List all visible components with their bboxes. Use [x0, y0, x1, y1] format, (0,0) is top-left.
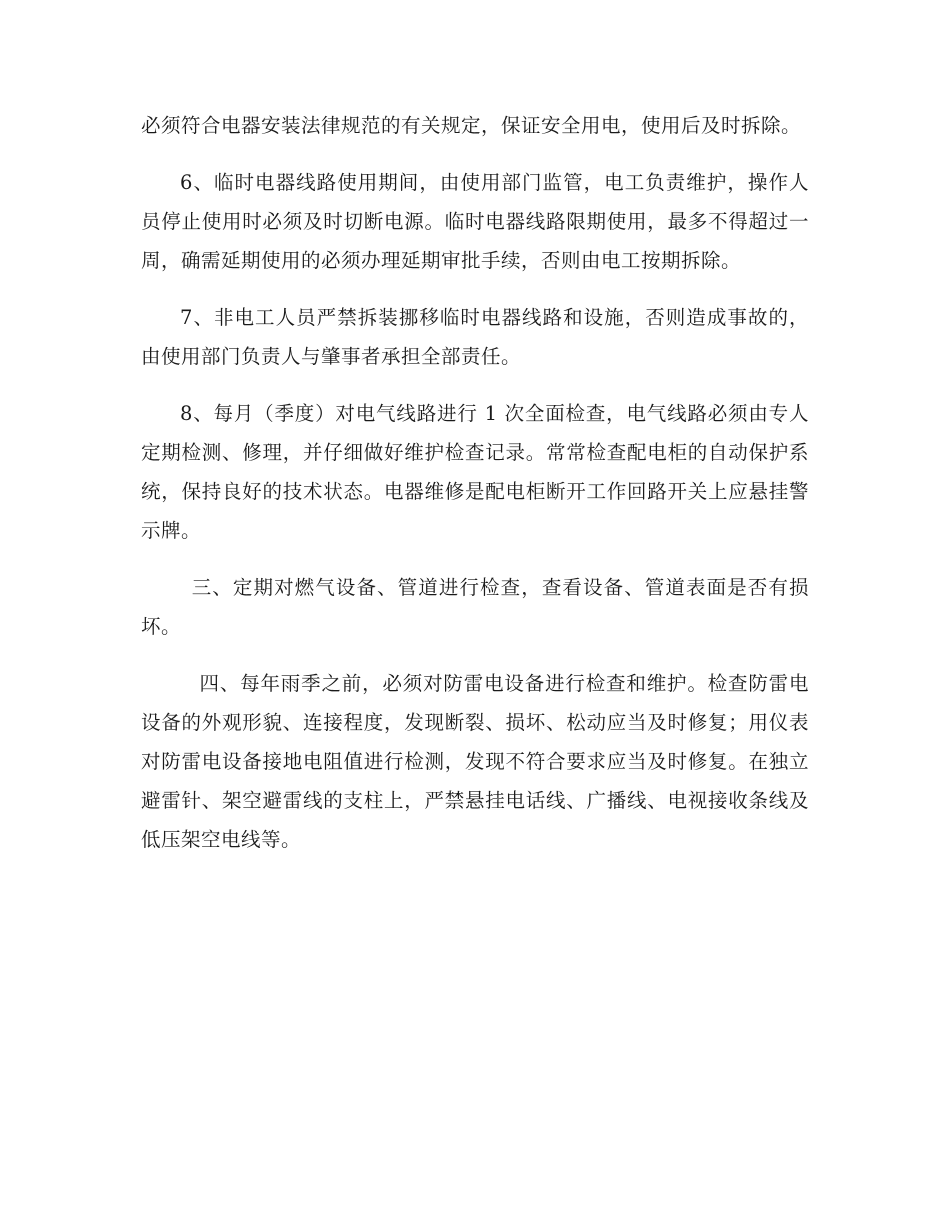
paragraph-item-6: 6、临时电器线路使用期间，由使用部门监管，电工负责维护，操作人员停止使用时必须及时切断电源。临时电器线路限期使用，最多不得超过一周，确需延期使用的必须办理延期审批手续，否则由电工按期拆除。 — [141, 171, 809, 272]
paragraph-item-8: 8、每月（季度）对电气线路进行 1 次全面检查，电气线路必须由专人定期检测、修理，并仔细做好维护检查记录。常常检查配电柜的自动保护系统，保持良好的技术状态。电器维修是配电柜断开工作回路开关上应悬挂警示牌。 — [141, 402, 809, 542]
paragraph-item-7: 7、非电工人员严禁拆装挪移临时电器线路和设施，否则造成事故的，由使用部门负责人与肇事者承担全部责任。 — [141, 306, 809, 368]
paragraph-continuation: 必须符合电器安装法律规范的有关规定，保证安全用电，使用后及时拆除。 — [141, 114, 802, 137]
paragraph-section-4: 四、每年雨季之前，必须对防雷电设备进行检查和维护。检查防雷电设备的外观形貌、连接程度，发现断裂、损坏、松动应当及时修复；用仪表对防雷电设备接地电阻值进行检测，发现不符合要求应当及时修复。在独立避雷针、架空避雷线的支柱上，严禁悬挂电话线、广播线、电视接收条线及低压架空电线等。 — [141, 672, 809, 851]
paragraph-section-3: 三、定期对燃气设备、管道进行检查，查看设备、管道表面是否有损坏。 — [141, 576, 809, 638]
document-body — [141, 106, 809, 877]
